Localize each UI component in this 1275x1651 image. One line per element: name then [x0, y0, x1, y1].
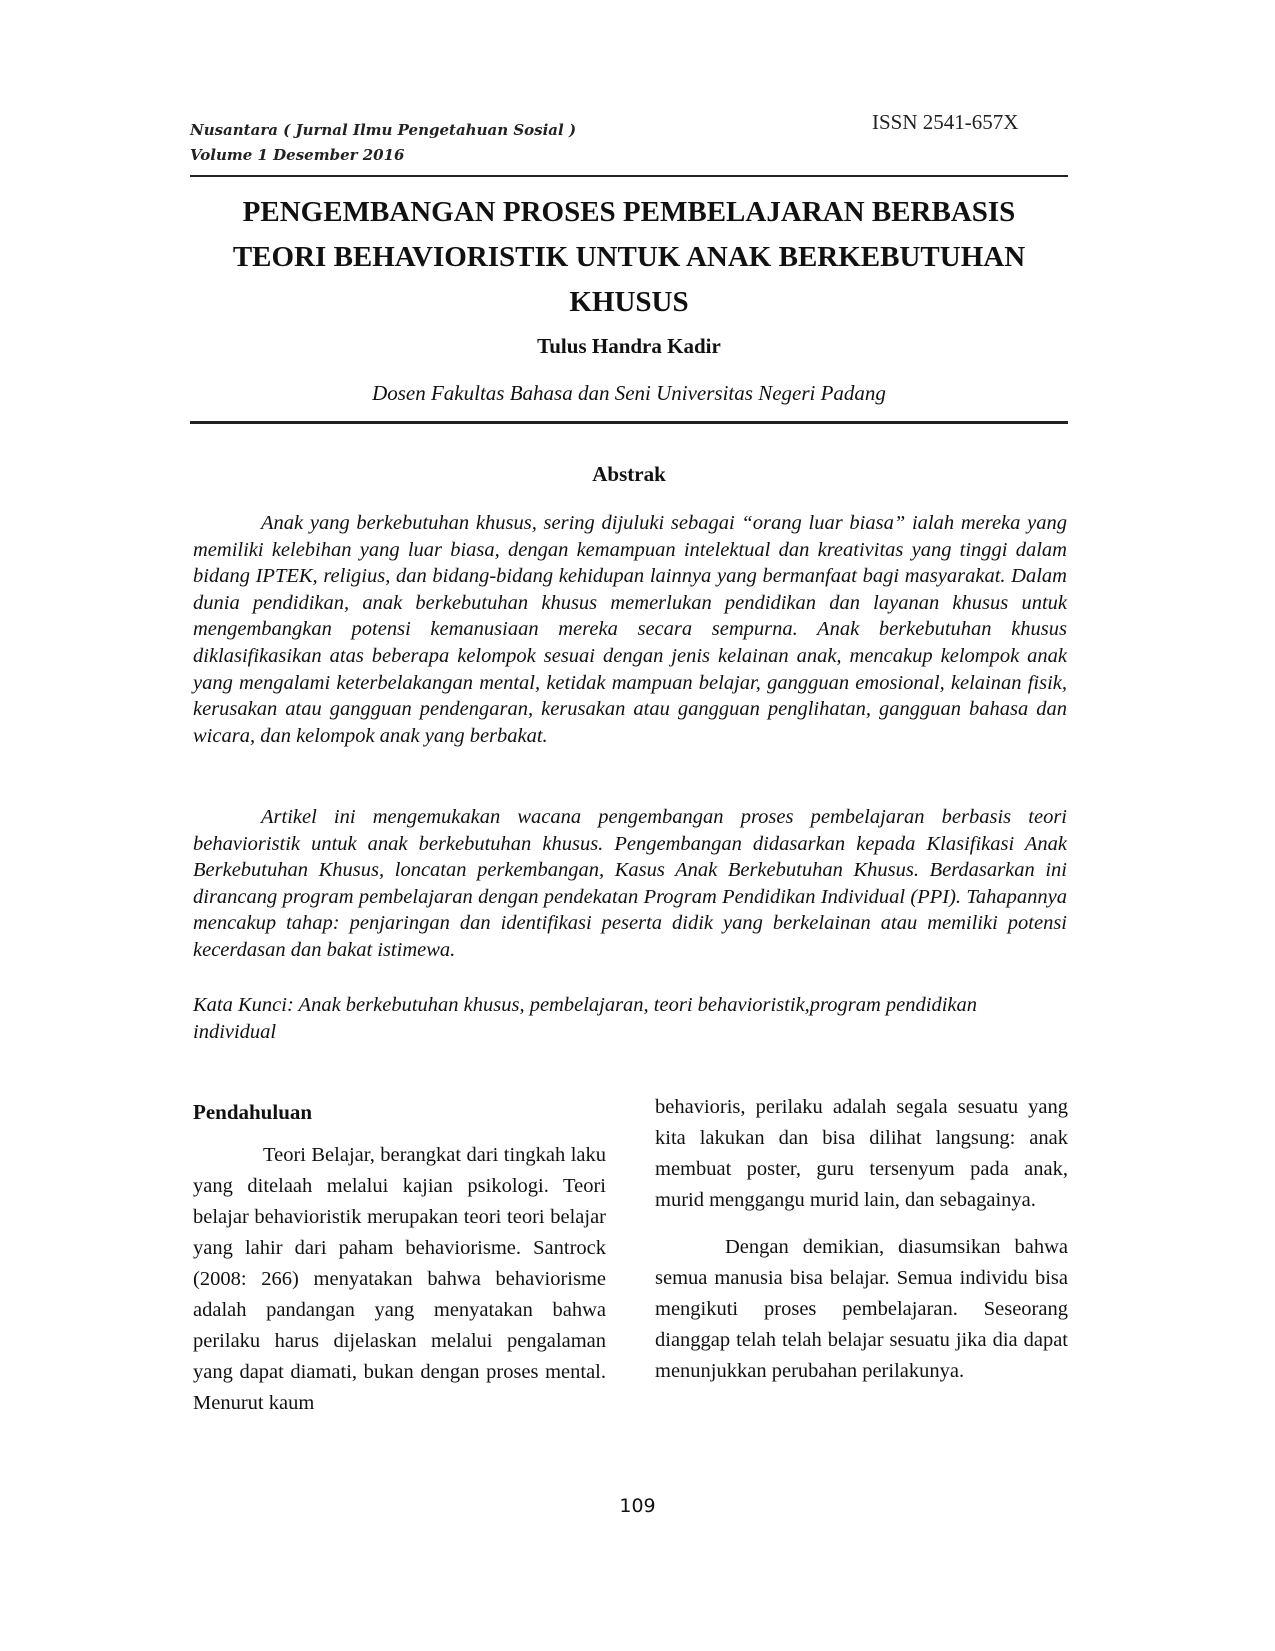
section-heading-pendahuluan: Pendahuluan — [193, 1100, 313, 1124]
journal-volume: Volume 1 Desember 2016 — [190, 146, 405, 164]
paper-title — [190, 190, 1068, 325]
affiliation-divider — [190, 421, 1068, 424]
title-line-2: TEORI BEHAVIORISTIK UNTUK ANAK BERKEBUTUHAN — [232, 241, 1026, 273]
abstract-paragraph-2: Artikel ini mengemukakan wacana pengembangan proses pembelajaran berbasis teori behavioristik untuk anak berkebutuhan khusus. Pengembangan didasarkan kepada Klasifikasi Anak Berkebutuhan Khusus, loncatan perkembangan, Kasus Anak Berkebutuhan Khusus. Berdasarkan ini dirancang program pembelajaran dengan pendekatan Program Pendidikan Individual (PPI). Tahapannya mencakup tahap: penjaringan dan identifikasi peserta didik yang berkelainan atau memiliki potensi kecerdasan dan bakat istimewa. — [193, 806, 1067, 961]
page-number: 109 — [619, 1495, 656, 1517]
left-column — [193, 1140, 606, 1419]
right-column — [655, 1092, 1068, 1387]
abstract-paragraph-1: Anak yang berkebutuhan khusus, sering dijuluki sebagai “orang luar biasa” ialah mereka yang memiliki kelebihan yang luar biasa, dengan kemampuan intelektual dan kreativitas yang tinggi dalam bidang IPTEK, religius, dan bidang-bidang kehidupan lainnya yang bermanfaat bagi masyarakat. Dalam dunia pendidikan, anak berkebutuhan khusus memerlukan pendidikan dan layanan khusus untuk mengembangkan potensi kemanusiaan mereka secara sempurna. Anak berkebutuhan khusus diklasifikasikan atas beberapa kelompok sesuai dengan jenis kelainan anak, mencakup kelompok anak yang mengalami keterbelakangan mental, ketidak mampuan belajar, gangguan emosional, kelainan fisik, kerusakan atau gangguan pendengaran, kerusakan atau gangguan penglihatan, gangguan bahasa dan wicara, dan kelompok anak yang berbakat. — [193, 512, 1067, 747]
keywords: Kata Kunci: Anak berkebutuhan khusus, pembelajaran, teori behavioristik,program pendidikan individual — [193, 994, 978, 1043]
body-paragraph-right-2: Dengan demikian, diasumsikan bahwa semua manusia bisa belajar. Semua individu bisa mengikuti proses pembelajaran. Seseorang dianggap telah telah belajar sesuatu jika dia dapat menunjukkan perubahan perilakunya. — [655, 1236, 1068, 1382]
issn-label: ISSN 2541-657X — [872, 110, 1019, 134]
abstract-heading: Abstrak — [592, 462, 666, 486]
journal-header — [190, 118, 576, 168]
body-paragraph-right-1: behavioris, perilaku adalah segala sesuatu yang kita lakukan dan bisa dilihat langsung: anak membuat poster, guru tersenyum pada anak, murid menggangu murid lain, dan sebagainya. — [655, 1096, 1068, 1211]
author-name: Tulus Handra Kadir — [537, 334, 721, 358]
author-affiliation: Dosen Fakultas Bahasa dan Seni Universitas Negeri Padang — [372, 381, 886, 405]
title-line-3: KHUSUS — [569, 286, 689, 318]
title-line-1: PENGEMBANGAN PROSES PEMBELAJARAN BERBASIS — [242, 196, 1016, 228]
header-divider — [190, 175, 1068, 177]
journal-name: Nusantara ( Jurnal Ilmu Pengetahuan Sosial ) — [190, 121, 577, 139]
body-paragraph-left: Teori Belajar, berangkat dari tingkah laku yang ditelaah melalui kajian psikologi. Teori belajar behavioristik merupakan teori teori belajar yang lahir dari paham behaviorisme. Santrock (2008: 266) menyatakan bahwa behaviorisme adalah pandangan yang menyatakan bahwa perilaku harus dijelaskan melalui pengalaman yang dapat diamati, bukan dengan proses mental. Menurut kaum — [193, 1144, 606, 1414]
